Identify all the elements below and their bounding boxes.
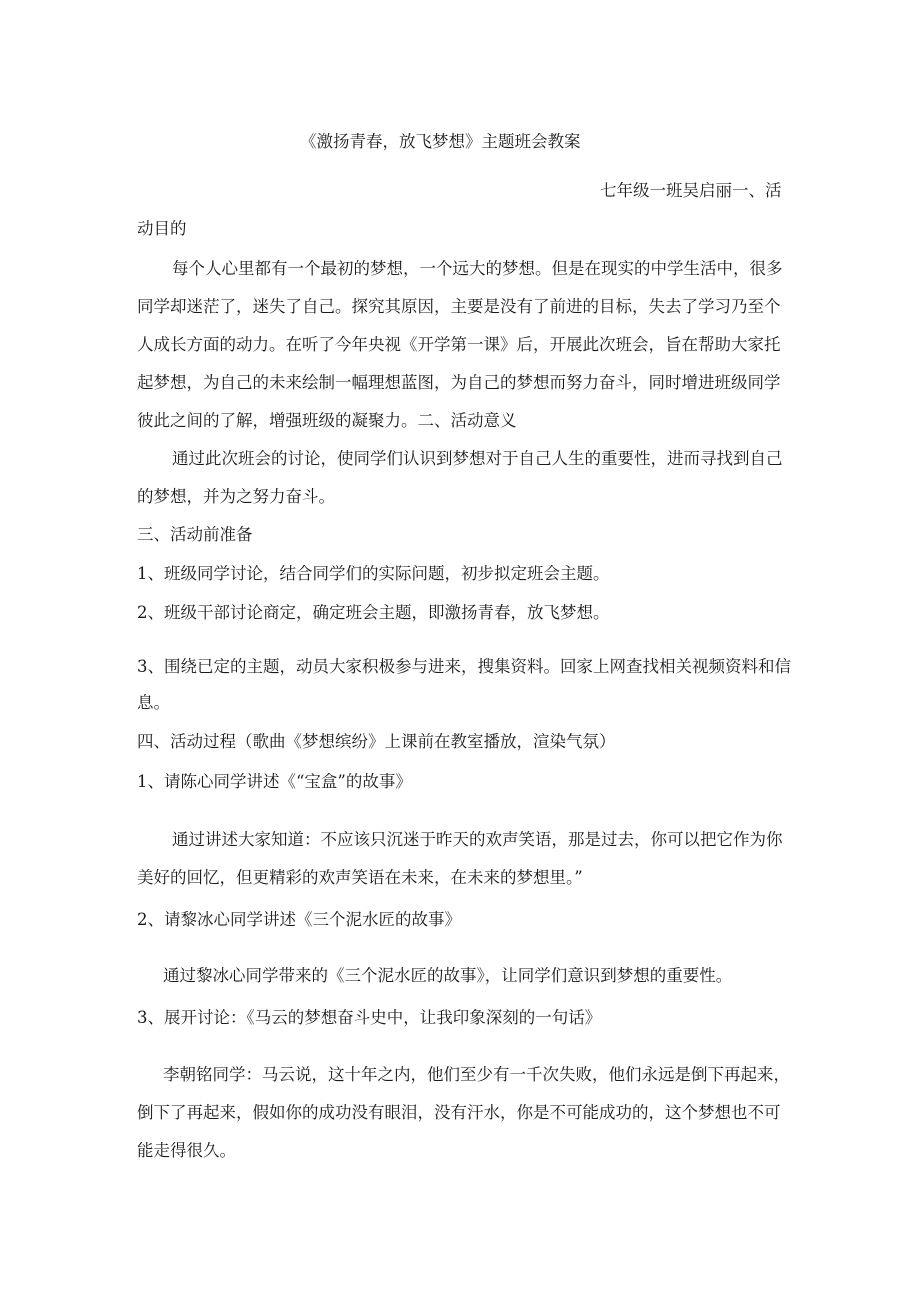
author-byline: 七年级一班吴启丽一、活 (600, 181, 782, 200)
list-item: 1、请陈心同学讲述《“宝盒”的故事》 (137, 772, 412, 791)
paragraph-line: 能走得很久。 (137, 1141, 236, 1160)
paragraph-line: 同学却迷茫了，迷失了自己。探究其原因，主要是没有了前进的目标，失去了学习乃至个 (137, 297, 781, 316)
paragraph-line: 通过讲述大家知道：不应该只沉迷于昨天的欢声笑语，那是过去，你可以把它作为你 (172, 830, 783, 849)
paragraph-line: 彼此之间的了解，增强班级的凝聚力。二、活动意义 (137, 411, 517, 430)
paragraph-line: 的梦想，并为之努力奋斗。 (137, 487, 335, 506)
list-item: 3、围绕已定的主题，动员大家积极参与进来，搜集资料。回家上网查找相关视频资料和信 (137, 657, 791, 676)
document-title: 《激扬青春，放飞梦想》主题班会教案 (300, 132, 581, 151)
paragraph-line: 美好的回忆，但更精彩的欢声笑语在未来，在未来的梦想里。” (137, 868, 583, 887)
section-heading-process: 四、活动过程（歌曲《梦想缤纷》上课前在教室播放，渲染气氛） (137, 732, 616, 751)
list-item: 1、班级同学讨论，结合同学们的实际问题，初步拟定班会主题。 (137, 564, 610, 583)
paragraph-line: 通过此次班会的讨论，使同学们认识到梦想对于自己人生的重要性，进而寻找到自己 (172, 449, 783, 468)
section-heading-preparation: 三、活动前准备 (137, 525, 253, 544)
list-item: 2、请黎冰心同学讲述《三个泥水匠的故事》 (137, 910, 461, 929)
list-item: 2、班级干部讨论商定，确定班会主题，即激扬青春，放飞梦想。 (137, 603, 610, 622)
paragraph-line: 起梦想，为自己的未来绘制一幅理想蓝图，为自己的梦想而努力奋斗，同时增进班级同学 (137, 373, 781, 392)
section-heading-purpose-cont: 动目的 (137, 219, 187, 238)
paragraph-line: 通过黎冰心同学带来的《三个泥水匠的故事》，让同学们意识到梦想的重要性。 (163, 966, 733, 985)
list-item: 3、展开讨论：《马云的梦想奋斗史中，让我印象深刻的一句话》 (137, 1008, 602, 1027)
paragraph-line: 李朝铭同学：马云说，这十年之内，他们至少有一千次失败，他们永远是倒下再起来， (163, 1065, 790, 1084)
paragraph-line: 人成长方面的动力。在听了今年央视《开学第一课》后，开展此次班会，旨在帮助大家托 (137, 335, 781, 354)
paragraph-line: 每个人心里都有一个最初的梦想，一个远大的梦想。但是在现实的中学生活中，很多 (172, 259, 783, 278)
paragraph-line: 倒下了再起来，假如你的成功没有眼泪，没有汗水，你是不可能成功的，这个梦想也不可 (137, 1103, 781, 1122)
list-item-cont: 息。 (137, 693, 170, 712)
